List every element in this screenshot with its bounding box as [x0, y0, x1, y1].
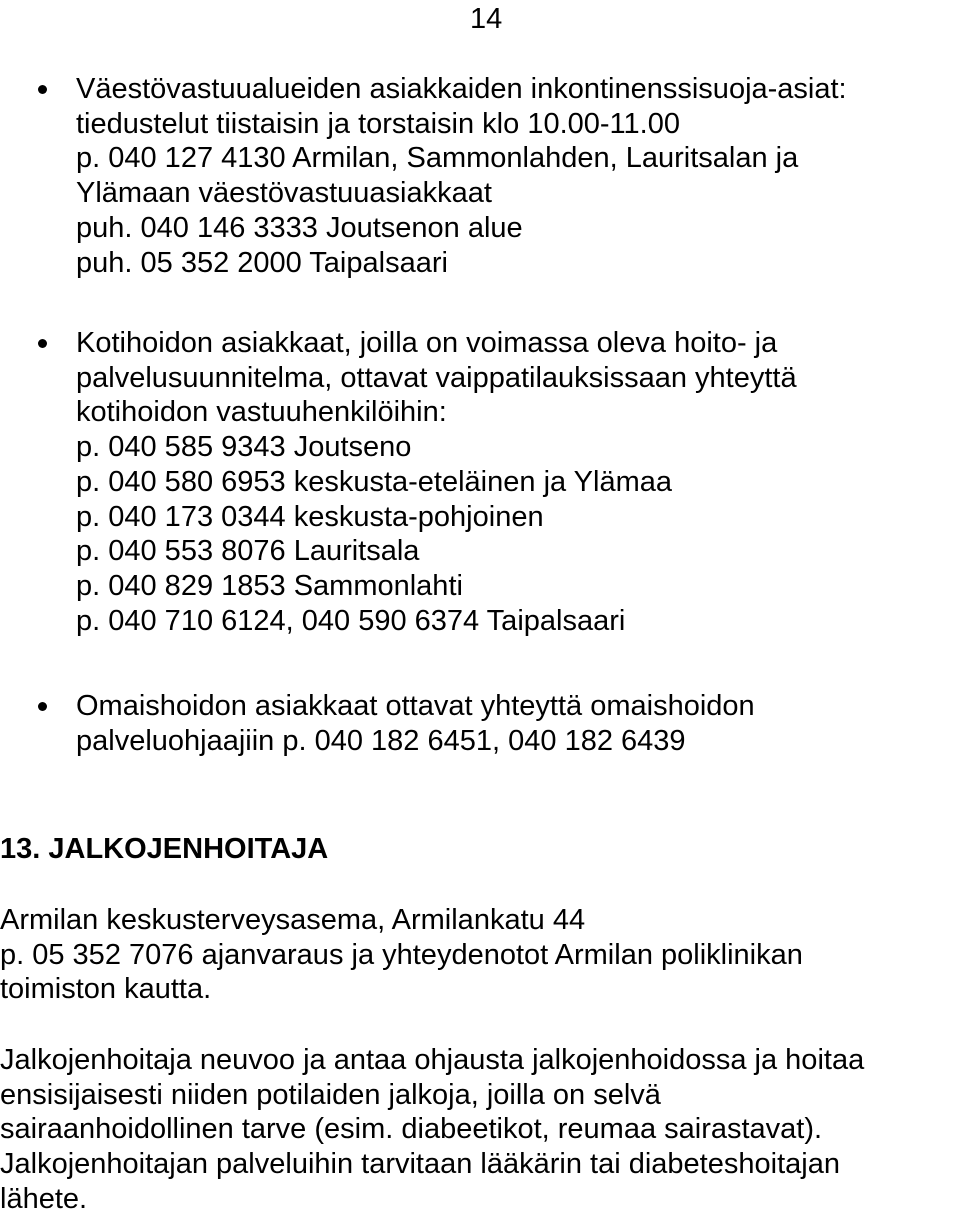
text-line: Omaishoidon asiakkaat ottavat yhteyttä omaishoidon: [76, 690, 755, 722]
text-line: Väestövastuualueiden asiakkaiden inkontinenssisuoja-asiat:: [76, 73, 847, 105]
bullet-dot-icon: [38, 702, 47, 711]
text-line: ensisijaisesti niiden potilaiden jalkoja, joilla on selvä: [0, 1078, 661, 1111]
bullet-text: [76, 72, 847, 280]
text-line: palvelusuunnitelma, ottavat vaippatilauksissaan yhteyttä: [76, 361, 797, 394]
section-heading: 13. JALKOJENHOITAJA: [0, 833, 329, 865]
text-line: p. 05 352 7076 ajanvaraus ja yhteydenotot Armilan poliklinikan: [0, 938, 803, 971]
bullet-text: [76, 326, 797, 638]
text-line: p. 040 580 6953 keskusta-eteläinen ja Ylämaa: [76, 465, 673, 498]
text-line: p. 040 710 6124, 040 590 6374 Taipalsaari: [76, 604, 626, 637]
text-line: Jalkojenhoitajan palveluihin tarvitaan lääkärin tai diabeteshoitajan: [0, 1148, 840, 1181]
text-line: p. 040 127 4130 Armilan, Sammonlahden, Lauritsalan ja: [76, 142, 799, 175]
bullet-text: [76, 689, 755, 758]
text-line: kotihoidon vastuuhenkilöihin:: [76, 396, 447, 429]
text-line: p. 040 553 8076 Lauritsala: [76, 535, 420, 568]
text-line: puh. 05 352 2000 Taipalsaari: [76, 246, 448, 279]
text-line: puh. 040 146 3333 Joutsenon alue: [76, 211, 523, 244]
text-line: p. 040 173 0344 keskusta-pohjoinen: [76, 500, 544, 533]
bullet-dot-icon: [38, 85, 47, 94]
text-line: palveluohjaajiin p. 040 182 6451, 040 182 6439: [76, 724, 686, 757]
text-line: tiedustelut tiistaisin ja torstaisin klo 10.00-11.00: [76, 107, 680, 140]
text-line: lähete.: [0, 1182, 88, 1215]
text-line: toimiston kautta.: [0, 973, 212, 1006]
text-line: Kotihoidon asiakkaat, joilla on voimassa oleva hoito- ja: [76, 327, 778, 359]
text-line: Ylämaan väestövastuuasiakkaat: [76, 177, 492, 210]
text-line: p. 040 829 1853 Sammonlahti: [76, 569, 463, 602]
text-line: p. 040 585 9343 Joutseno: [76, 431, 412, 464]
contact-paragraph: [0, 903, 803, 1007]
bullet-dot-icon: [38, 339, 47, 348]
text-line: Jalkojenhoitaja neuvoo ja antaa ohjausta jalkojenhoidossa ja hoitaa: [0, 1044, 865, 1076]
page-number: 14: [470, 3, 503, 35]
text-line: sairaanhoidollinen tarve (esim. diabeetikot, reumaa sairastavat).: [0, 1113, 823, 1146]
description-paragraph: [0, 1043, 864, 1217]
text-line: Armilan keskusterveysasema, Armilankatu 44: [0, 904, 586, 936]
